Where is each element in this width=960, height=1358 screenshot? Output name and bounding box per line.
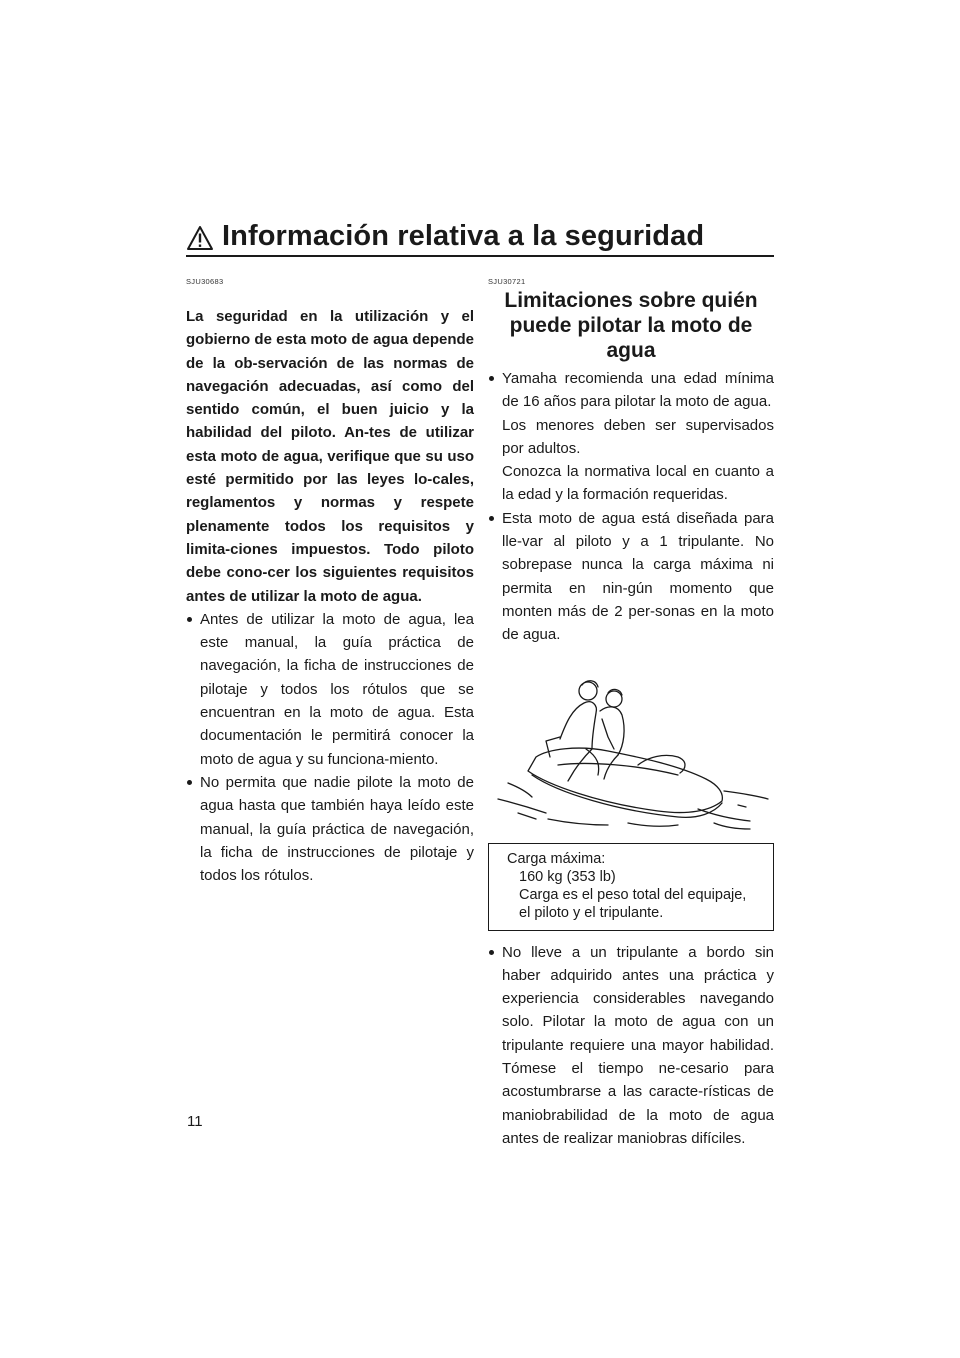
section-title-line: puede pilotar la moto de agua (509, 314, 753, 362)
section-code: SJU30721 (488, 277, 526, 286)
list-item: No lleve a un tripulante a bordo sin haber adquirido antes una práctica y experiencia considerables navegando solo. Pilotar la moto de agua con un tripulante requiere una mayor habilidad. Tómese el tiempo ne-cesario para acostumbrarse a las caracte-rísticas de maniobrabilidad de la moto de agua antes de realizar maniobras difíciles. (488, 941, 774, 1151)
list-item (488, 367, 774, 507)
list-item: Antes de utilizar la moto de agua, lea este manual, la guía práctica de navegación, la ficha de instrucciones de pilotaje y todos los rótulos que se encuentran en la moto de agua. Esta documentación le permitirá conocer la moto de agua y su funciona-miento. (186, 608, 474, 771)
max-load-label: Carga máxima: (507, 850, 606, 867)
list-item: No permita que nadie pilote la moto de agua hasta que también haya leído este manual, la guía práctica de navegación, la ficha de instrucciones de pilotaje y todos los rótulos. (186, 771, 474, 887)
requirements-list (186, 608, 474, 888)
section-code: SJU30683 (186, 277, 224, 286)
list-item-text: Yamaha recomienda una edad mínima de 16 años para pilotar la moto de agua. (502, 370, 774, 411)
header-rule (186, 255, 774, 257)
watercraft-illustration (488, 653, 774, 833)
limitations-list-continued (488, 941, 774, 1151)
section-title (488, 288, 774, 363)
page-number: 11 (187, 1113, 203, 1130)
page-title: Información relativa a la seguridad (222, 220, 705, 252)
right-column (488, 277, 774, 1150)
max-load-value: 160 kg (353 lb) (519, 868, 616, 885)
intro-paragraph: La seguridad en la utilización y el gobierno de esta moto de agua depende de la ob-servación de las normas de navegación adecuadas, así como del sentido común, el buen juicio y la habilidad del piloto. An-tes de utilizar esta moto de agua, verifique que su uso esté permitido por las leyes lo-cales, reglamentos y normas y respete plenamente todos los requisitos y limita-ciones impuestos. Todo piloto debe cono-cer los siguientes requisitos antes de utilizar la moto de agua. (186, 308, 474, 605)
left-column (186, 277, 474, 887)
section-title-line: Limitaciones sobre quién (504, 289, 758, 312)
max-load-note: Carga es el peso total del equipaje, el piloto y el tripulante. (519, 886, 747, 921)
limitations-list (488, 367, 774, 647)
list-item: Esta moto de agua está diseñada para lle-var al piloto y a 1 tripulante. No sobrepase nunca la carga máxima ni permita en nin-gún momento que monten más de 2 per-sonas en la moto de agua. (488, 507, 774, 647)
warning-triangle-icon (186, 225, 214, 251)
max-load-box (488, 843, 774, 931)
list-item-text: Conozca la normativa local en cuanto a la edad y la formación requeridas. (502, 463, 774, 504)
page-header (186, 222, 774, 258)
list-item-text: Los menores deben ser supervisados por adultos. (502, 416, 774, 457)
